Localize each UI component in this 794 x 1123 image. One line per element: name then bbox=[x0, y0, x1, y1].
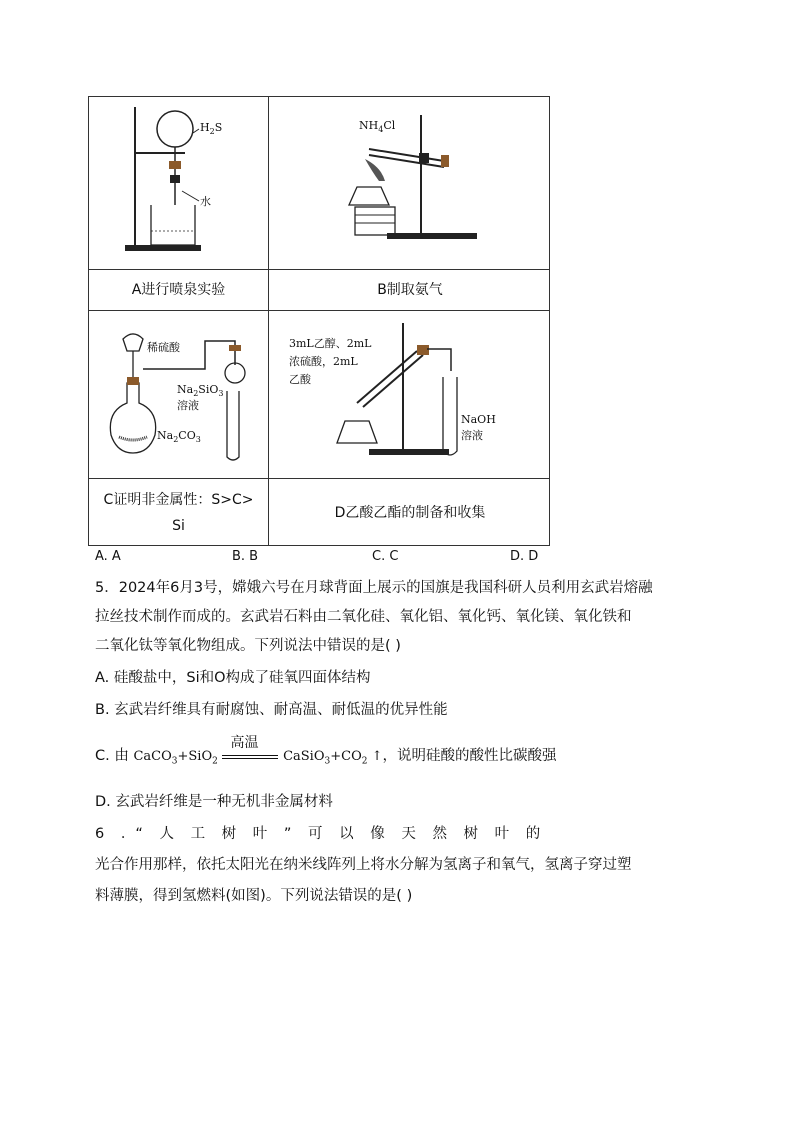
q4-option-b: B. B bbox=[232, 549, 259, 564]
nonmetal-comparison-diagram bbox=[89, 311, 268, 478]
svg-text:3mL乙醇、2mL: 3mL乙醇、2mL bbox=[289, 337, 372, 350]
reaction-condition: 高温 bbox=[222, 753, 278, 759]
experiment-figure-table bbox=[88, 96, 550, 546]
svg-text:溶液: 溶液 bbox=[177, 399, 199, 412]
fountain-experiment-diagram bbox=[89, 97, 268, 269]
svg-text:NH4Cl: $NH_4Cl$ bbox=[359, 119, 396, 134]
q5-option-c: C. 由 CaCO$_3$+SiO$_2$ 高温 $CaSiO_3+CO_2$ ↑，说明硅酸的酸性比碳酸强 bbox=[95, 735, 557, 767]
q5-option-d: D. 玄武岩纤维是一种无机非金属材料 bbox=[95, 794, 333, 810]
q6-stem-line3: 料薄膜，得到氢燃料(如图)。下列说法错误的是( ) bbox=[95, 888, 413, 904]
svg-text:Na2SiO3: $Na_2SiO_3$ bbox=[177, 383, 224, 398]
caption-c-line2: Si bbox=[172, 518, 185, 534]
ethyl-acetate-diagram bbox=[269, 311, 551, 478]
q5-stem-line3: 二氧化钛等氧化物组成。下列说法中错误的是( ) bbox=[95, 638, 401, 654]
svg-text:稀硫酸: 稀硫酸 bbox=[147, 341, 180, 354]
equation-reactants: CaCO$_3$+SiO$_2$ bbox=[133, 749, 218, 767]
q4-option-a: A. A bbox=[95, 549, 121, 564]
q5-stem-line1: 5．2024年6月3号，嫦娥六号在月球背面上展示的国旗是我国科研人员利用玄武岩熔融 bbox=[95, 580, 653, 596]
caption-d: D乙酸乙酯的制备和收集 bbox=[334, 505, 486, 521]
svg-text:溶液: 溶液 bbox=[461, 429, 483, 442]
q6-stem-line2: 光合作用那样，依托太阳光在纳米线阵列上将水分解为氢离子和氧气，氢离子穿过塑 bbox=[95, 857, 632, 873]
q5-option-b: B. 玄武岩纤维具有耐腐蚀、耐高温、耐低温的优异性能 bbox=[95, 702, 448, 718]
caption-b: B制取氨气 bbox=[377, 282, 443, 298]
q5-option-a: A. 硅酸盐中，Si和O构成了硅氧四面体结构 bbox=[95, 670, 371, 686]
caption-a: A进行喷泉实验 bbox=[131, 282, 226, 298]
q4-option-d: D. D bbox=[510, 549, 539, 564]
svg-text:Na2CO3: $Na_2CO_3$ bbox=[157, 429, 201, 444]
svg-text:水: 水 bbox=[200, 195, 211, 208]
q5-stem-line2: 拉丝技术制作而成的。玄武岩石料由二氧化硅、氧化铝、氧化钙、氧化镁、氧化铁和 bbox=[95, 609, 632, 625]
svg-text:H2S: $H_2S$ bbox=[200, 121, 223, 136]
q6-stem-line1: 6 ．“ 人 工 树 叶 ” 可 以 像 天 然 树 叶 的 bbox=[95, 826, 541, 842]
svg-text:NaOH: NaOH bbox=[461, 413, 496, 426]
ammonia-preparation-diagram bbox=[269, 97, 551, 269]
q4-option-c: C. C bbox=[372, 549, 399, 564]
caption-c bbox=[89, 479, 268, 547]
caption-c-line1: C证明非金属性：S>C> bbox=[103, 492, 254, 508]
svg-text:浓硫酸，2mL: 浓硫酸，2mL bbox=[289, 355, 358, 368]
equation-products: $CaSiO_3+CO_2$ ↑ bbox=[283, 749, 383, 767]
svg-text:乙酸: 乙酸 bbox=[289, 373, 311, 386]
